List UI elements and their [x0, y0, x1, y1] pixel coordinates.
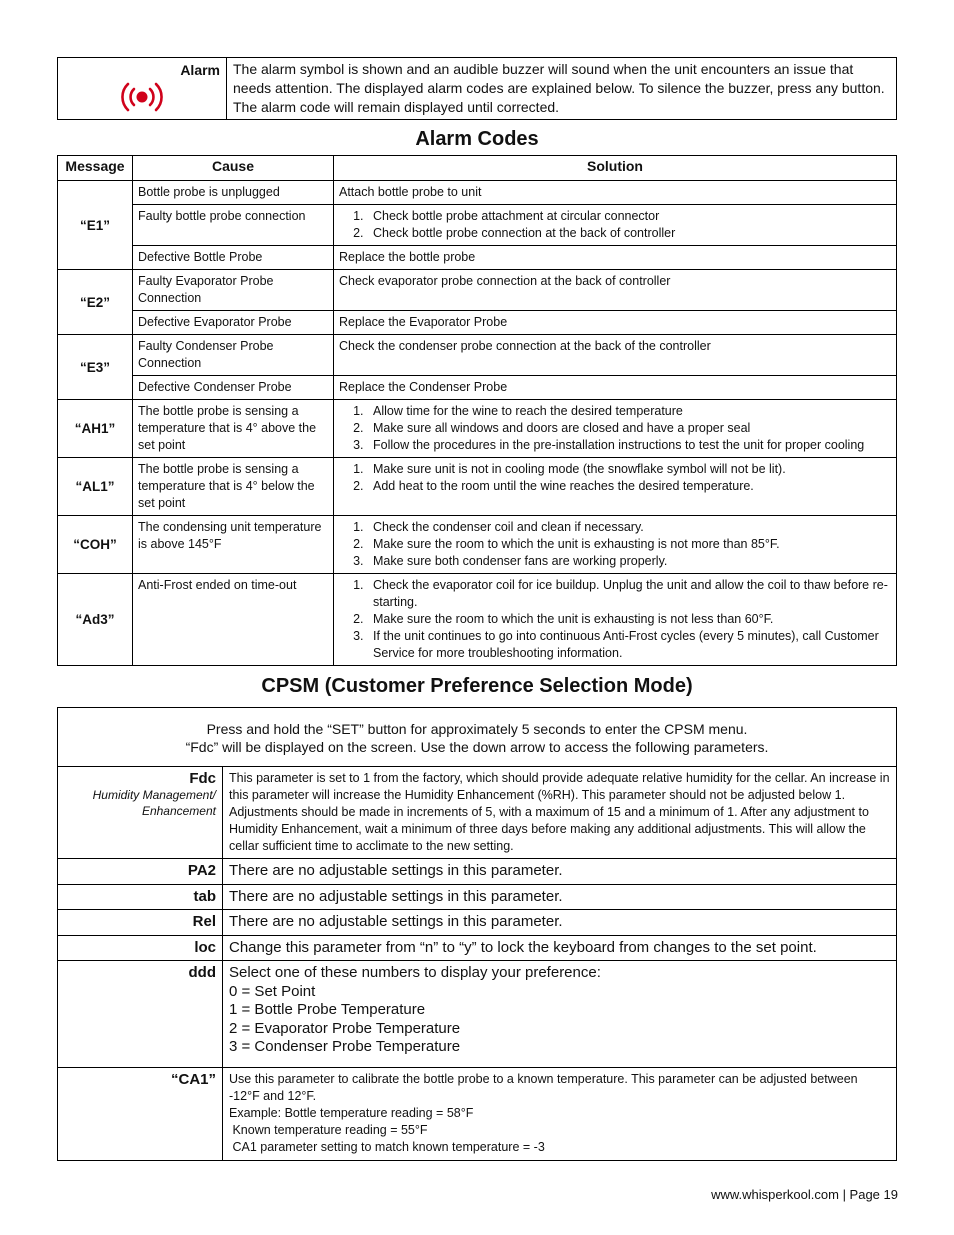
- param-description: Change this parameter from “n” to “y” to lock the keyboard from changes to the set point.: [223, 935, 897, 961]
- alarm-codes-title: Alarm Codes: [415, 128, 539, 150]
- param-line: CA1 parameter setting to match known temperature = -3: [229, 1140, 545, 1154]
- param-line: Example: Bottle temperature reading = 58°F: [229, 1106, 474, 1120]
- param-line: 2 = Evaporator Probe Temperature: [229, 1019, 461, 1037]
- solution-cell: [334, 458, 897, 516]
- table-row: [58, 458, 897, 516]
- param-row-pa2: [58, 859, 897, 885]
- alarm-symbol-cell: [58, 58, 227, 120]
- list-item: 2. Check bottle probe connection at the back of controller: [367, 225, 891, 242]
- param-row-ddd: [58, 961, 897, 1068]
- param-key: loc: [58, 935, 223, 961]
- cause-cell: Faulty Condenser Probe Connection: [133, 335, 334, 376]
- cause-cell: Faulty bottle probe connection: [133, 205, 334, 246]
- param-key: PA2: [58, 859, 223, 885]
- list-item: 2. Make sure all windows and doors are closed and have a proper seal: [367, 420, 891, 437]
- message-code: “Ad3”: [58, 574, 133, 666]
- table-row: [58, 311, 897, 335]
- param-row-ca1: [58, 1068, 897, 1161]
- alarm-symbol-table: [57, 57, 897, 120]
- param-description: There are no adjustable settings in this parameter.: [223, 910, 897, 936]
- param-line: Known temperature reading = 55°F: [229, 1123, 428, 1137]
- param-line: 3 = Condenser Probe Temperature: [229, 1038, 461, 1055]
- cause-cell: The condensing unit temperature is above 145°F: [133, 516, 334, 574]
- table-row: [58, 270, 897, 311]
- message-code: “E3”: [58, 335, 133, 400]
- header-message: Message: [58, 156, 133, 181]
- table-row: [58, 181, 897, 205]
- solution-cell: Check the condenser probe connection at the back of the controller: [334, 335, 897, 376]
- alarm-codes-table: [57, 155, 897, 666]
- param-line: Select one of these numbers to display your preference:: [229, 964, 601, 981]
- param-key: ddd: [58, 961, 223, 1068]
- param-subtitle: Humidity Management/: [92, 788, 216, 802]
- header-cause: Cause: [133, 156, 334, 181]
- param-description: There are no adjustable settings in this parameter.: [223, 859, 897, 885]
- message-code: “COH”: [58, 516, 133, 574]
- table-row: [58, 246, 897, 270]
- param-subtitle: Enhancement: [141, 804, 216, 818]
- param-row-rel: [58, 910, 897, 936]
- cause-cell: Faulty Evaporator Probe Connection: [133, 270, 334, 311]
- param-description: This parameter is set to 1 from the factory, which should provide adequate relative humidity for the cellar. An increase in this parameter will increase the Humidity Enhancement (%RH). This parameter should not be adjusted below 1. Adjustments should be made in increments of 5, with a maximum of 15 and a minimum of 1. After any adjustment to Humidity Enhancement, wait a minimum of three days before making any additional adjustments. This will allow the cellar sufficient time to acclimate to the new setting.: [223, 767, 897, 859]
- param-key: Rel: [58, 910, 223, 936]
- cpsm-title: CPSM (Customer Preference Selection Mode): [261, 675, 693, 697]
- message-code: “E1”: [58, 181, 133, 270]
- list-item: 1. Make sure unit is not in cooling mode (the snowflake symbol will not be lit).: [367, 461, 891, 478]
- list-item: 1. Allow time for the wine to reach the desired temperature: [367, 403, 891, 420]
- cause-cell: The bottle probe is sensing a temperature that is 4° below the set point: [133, 458, 334, 516]
- solution-cell: [334, 205, 897, 246]
- list-item: 3. Follow the procedures in the pre-installation instructions to test the unit for proper cooling: [367, 437, 891, 454]
- param-row-loc: [58, 935, 897, 961]
- list-item: 2. Make sure the room to which the unit is exhausting is not more than 85°F.: [367, 536, 891, 553]
- cpsm-intro: [58, 708, 897, 767]
- alarm-description: The alarm symbol is shown and an audible buzzer will sound when the unit encounters an issue that needs attention. The displayed alarm codes are explained below. To silence the buzzer, press any button. The alarm code will remain displayed until corrected.: [227, 58, 897, 120]
- param-key: tab: [58, 884, 223, 910]
- list-item: 3. If the unit continues to go into continuous Anti-Frost cycles (every 5 minutes), call Customer Service for more troubleshooting information.: [367, 628, 891, 662]
- list-item: 1. Check the condenser coil and clean if necessary.: [367, 519, 891, 536]
- page-footer: www.whisperkool.com | Page 19: [711, 1187, 898, 1202]
- cause-cell: Anti-Frost ended on time-out: [133, 574, 334, 666]
- solution-cell: Replace the bottle probe: [334, 246, 897, 270]
- param-description: There are no adjustable settings in this parameter.: [223, 884, 897, 910]
- solution-cell: [334, 516, 897, 574]
- list-item: 1. Check the evaporator coil for ice buildup. Unplug the unit and allow the coil to thaw before re-starting.: [367, 577, 891, 611]
- message-code: “AL1”: [58, 458, 133, 516]
- list-item: 1. Check bottle probe attachment at circular connector: [367, 208, 891, 225]
- header-solution: Solution: [334, 156, 897, 181]
- table-row: [58, 516, 897, 574]
- solution-cell: Replace the Condenser Probe: [334, 376, 897, 400]
- table-row: [58, 574, 897, 666]
- table-row: [58, 335, 897, 376]
- solution-cell: Attach bottle probe to unit: [334, 181, 897, 205]
- solution-cell: [334, 574, 897, 666]
- cpsm-table: [57, 707, 897, 1161]
- cause-cell: Bottle probe is unplugged: [133, 181, 334, 205]
- cpsm-intro-line: Press and hold the “SET” button for approximately 5 seconds to enter the CPSM menu.: [206, 721, 748, 737]
- param-line: 1 = Bottle Probe Temperature: [229, 1001, 426, 1018]
- list-item: 2. Add heat to the room until the wine reaches the desired temperature.: [367, 478, 891, 495]
- cause-cell: The bottle probe is sensing a temperature that is 4° above the set point: [133, 400, 334, 458]
- alarm-label: Alarm: [180, 62, 220, 78]
- cpsm-intro-row: [58, 708, 897, 767]
- cpsm-intro-line: “Fdc” will be displayed on the screen. Use the down arrow to access the following parameters.: [185, 739, 769, 755]
- param-description: [223, 961, 897, 1068]
- param-key: “CA1”: [58, 1068, 223, 1161]
- solution-cell: [334, 400, 897, 458]
- message-code: “E2”: [58, 270, 133, 335]
- param-line: Use this parameter to calibrate the bottle probe to a known temperature. This parameter can be adjusted between -12°F and 12°F.: [229, 1072, 858, 1103]
- alarm-bell-icon: [120, 80, 164, 114]
- cause-cell: Defective Condenser Probe: [133, 376, 334, 400]
- param-key: [58, 767, 223, 859]
- list-item: 2. Make sure the room to which the unit is exhausting is not less than 60°F.: [367, 611, 891, 628]
- message-code: “AH1”: [58, 400, 133, 458]
- solution-cell: Replace the Evaporator Probe: [334, 311, 897, 335]
- table-row: [58, 205, 897, 246]
- cause-cell: Defective Evaporator Probe: [133, 311, 334, 335]
- param-code: Fdc: [189, 770, 216, 787]
- solution-cell: Check evaporator probe connection at the back of controller: [334, 270, 897, 311]
- table-row: [58, 400, 897, 458]
- cause-cell: Defective Bottle Probe: [133, 246, 334, 270]
- param-description: [223, 1068, 897, 1161]
- param-line: 0 = Set Point: [229, 982, 316, 1000]
- list-item: 3. Make sure both condenser fans are working properly.: [367, 553, 891, 570]
- param-row-fdc: [58, 767, 897, 859]
- table-row: [58, 376, 897, 400]
- param-row-tab: [58, 884, 897, 910]
